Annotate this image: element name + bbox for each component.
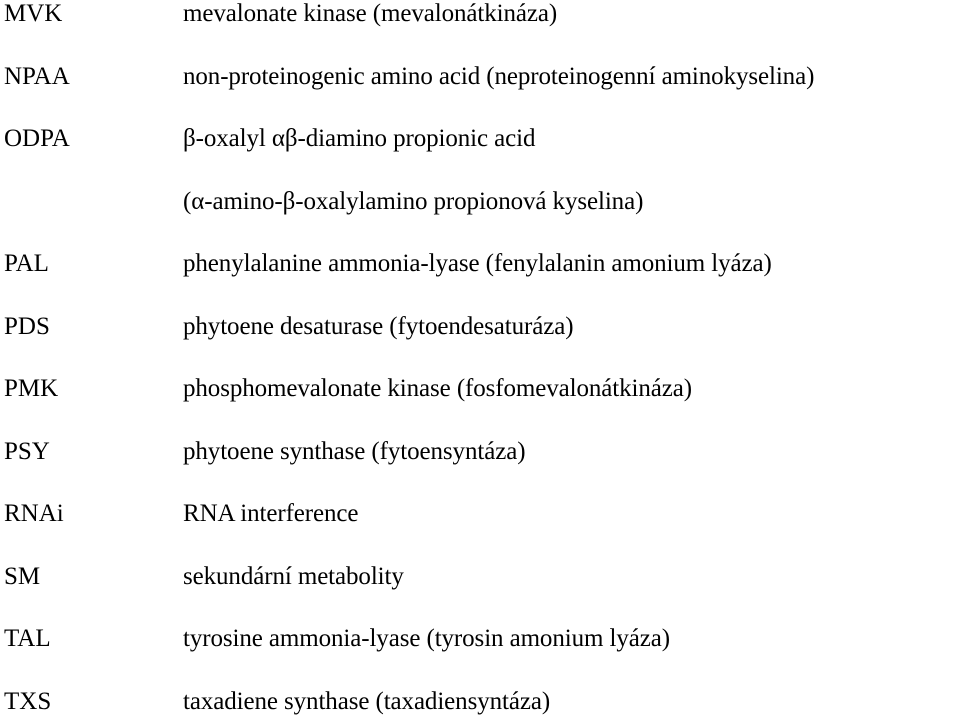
- abbreviation: MVK: [4, 0, 63, 27]
- abbreviation: PSY: [4, 437, 50, 465]
- abbreviation-row: [0, 687, 960, 717]
- abbreviation-row: [0, 312, 960, 342]
- definition: (α-amino-β-oxalylamino propionová kyselina): [183, 187, 644, 215]
- definition: RNA interference: [183, 500, 359, 528]
- abbreviation-row: [0, 562, 960, 592]
- abbreviation: PDS: [4, 312, 50, 340]
- abbreviation-row: [0, 62, 960, 92]
- abbreviation: RNAi: [4, 500, 64, 528]
- abbreviation: TXS: [4, 688, 52, 715]
- abbreviation-row: [0, 374, 960, 404]
- definition: phytoene desaturase (fytoendesaturáza): [183, 312, 574, 340]
- definition: tyrosine ammonia-lyase (tyrosin amonium lyáza): [183, 625, 670, 653]
- abbreviation-row: [0, 0, 960, 29]
- abbreviation: PMK: [4, 375, 59, 403]
- definition: phosphomevalonate kinase (fosfomevalonátkináza): [183, 375, 693, 403]
- definition: non-proteinogenic amino acid (neproteinogenní aminokyselina): [183, 62, 815, 90]
- abbreviation-row: [0, 624, 960, 654]
- abbreviation-row: [0, 249, 960, 279]
- definition: sekundární metabolity: [183, 562, 404, 590]
- abbreviation-row: [0, 437, 960, 467]
- definition: phytoene synthase (fytoensyntáza): [183, 437, 526, 465]
- abbreviation-row: [0, 124, 960, 154]
- abbreviation: TAL: [4, 625, 51, 653]
- abbreviation: SM: [4, 562, 41, 590]
- abbreviation: NPAA: [4, 62, 70, 90]
- definition: β-oxalyl αβ-diamino propionic acid: [183, 125, 536, 153]
- abbreviation-row: [0, 187, 960, 217]
- definition: phenylalanine ammonia-lyase (fenylalanin amonium lyáza): [183, 250, 772, 278]
- abbreviation: PAL: [4, 250, 49, 278]
- abbreviation-row: [0, 499, 960, 529]
- definition: taxadiene synthase (taxadiensyntáza): [183, 688, 551, 715]
- definition: mevalonate kinase (mevalonátkináza): [183, 0, 558, 27]
- abbreviation: ODPA: [4, 125, 70, 153]
